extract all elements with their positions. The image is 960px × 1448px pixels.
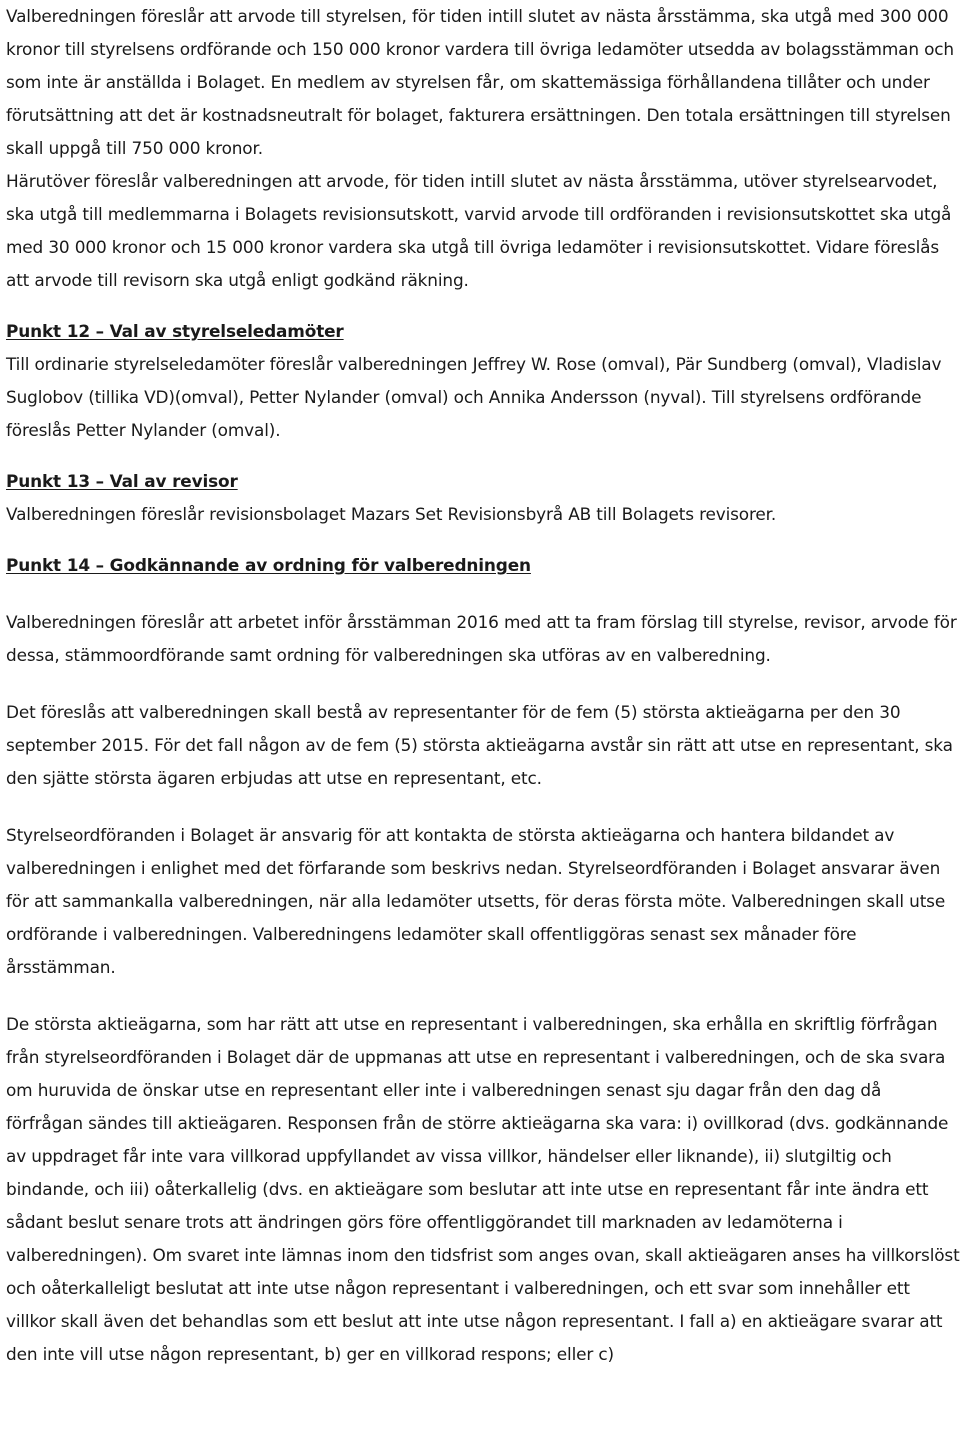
paragraph-audit-committee-fees: Härutöver föreslår valberedningen att arvode, för tiden intill slutet av nästa årsstämma, utöver styrelsearvodet, ska utgå till medlemmarna i Bolagets revisionsutskott, varvid arvode till ordföranden i revisionsutskottet ska utgå med 30 000 kronor och 15 000 kronor vardera ska utgå till övriga ledamöter i revisionsutskottet. Vidare föreslås att arvode till revisorn ska utgå enligt godkänd räkning. [6,171,952,290]
paragraph-shareholder-request: De största aktieägarna, som har rätt att utse en representant i valberedningen, ska erhålla en skriftlig förfrågan från styrelseordföranden i Bolaget där de uppmanas att utse en representant i valberedningen, och de ska svara om huruvida de önskar utse en representant eller inte i valberedningen senast sju dagar från den dag då förfrågan sändes till aktieägaren. Responsen från de större aktieägarna ska vara: i) ovillkorad (dvs. godkännande av uppdraget får inte vara villkorad uppfyllandet av vissa villkor, händelser eller liknande), ii) slutgiltig och bindande, och iii) oåterkallelig (dvs. en aktieägare som beslutar att inte utse en representant får inte ändra ett sådant beslut senare trots att ändringen görs före offentliggörandet till marknaden av ledamöterna i valberedningen). Om svaret inte lämnas inom den tidsfrist som anges ovan, skall aktieägaren anses ha villkorslöst och oåterkalleligt beslutat att inte utse någon representant i valberedningen, och ett svar som innehåller ett villkor skall även det behandlas som ett beslut att inte utse någon representant. I fall a) en aktieägare svarar att den inte vill utse någon representant, b) ger en villkorad respons; eller c) [6,1014,960,1364]
paragraph-nomination-composition: Det föreslås att valberedningen skall bestå av representanter för de fem (5) största aktieägarna per den 30 september 2015. För det fall någon av de fem (5) största aktieägarna avstår sin rätt att utse en representant, ska den sjätte största ägaren erbjudas att utse en representant, etc. [6,702,953,788]
heading-punkt-13: Punkt 13 – Val av revisor [6,471,238,491]
paragraph-auditor-election: Valberedningen föreslår revisionsbolaget Mazars Set Revisionsbyrå AB till Bolagets revisorer. [6,504,777,524]
spacer [6,984,960,1008]
heading-punkt-14: Punkt 14 – Godkännande av ordning för valberedningen [6,555,531,575]
heading-punkt-12: Punkt 12 – Val av styrelseledamöter [6,321,344,341]
paragraph-board-fees: Valberedningen föreslår att arvode till styrelsen, för tiden intill slutet av nästa årsstämma, ska utgå med 300 000 kronor till styrelsens ordförande och 150 000 kronor vardera till övriga ledamöter utsedda av bolagsstämman och som inte är anställda i Bolaget. En medlem av styrelsen får, om skattemässiga förhållandena tillåter och under förutsättning att det är kostnadsneutralt för bolaget, fakturera ersättningen. Den totala ersättningen till styrelsen skall uppgå till 750 000 kronor. [6,6,954,158]
spacer [6,531,960,549]
paragraph-chairman-responsibility: Styrelseordföranden i Bolaget är ansvarig för att kontakta de största aktieägarna och hantera bildandet av valberedningen i enlighet med det förfarande som beskrivs nedan. Styrelseordföranden i Bolaget ansvarar även för att sammankalla valberedningen, när alla ledamöter utsetts, för deras första möte. Valberedningen skall utse ordförande i valberedningen. Valberedningens ledamöter skall offentliggöras senast sex månader före årsstämman. [6,825,946,977]
spacer [6,795,960,819]
paragraph-nomination-work: Valberedningen föreslår att arbetet inför årsstämman 2016 med att ta fram förslag till styrelse, revisor, arvode för dessa, stämmoordförande samt ordning för valberedningen ska utföras av en valberedning. [6,612,957,665]
spacer [6,672,960,696]
spacer [6,447,960,465]
paragraph-board-election: Till ordinarie styrelseledamöter föreslår valberedningen Jeffrey W. Rose (omval), Pär Sundberg (omval), Vladislav Suglobov (tillika VD)(omval), Petter Nylander (omval) och Annika Andersson (nyval). Till styrelsens ordförande föreslås Petter Nylander (omval). [6,354,942,440]
spacer [6,297,960,315]
spacer [6,582,960,606]
